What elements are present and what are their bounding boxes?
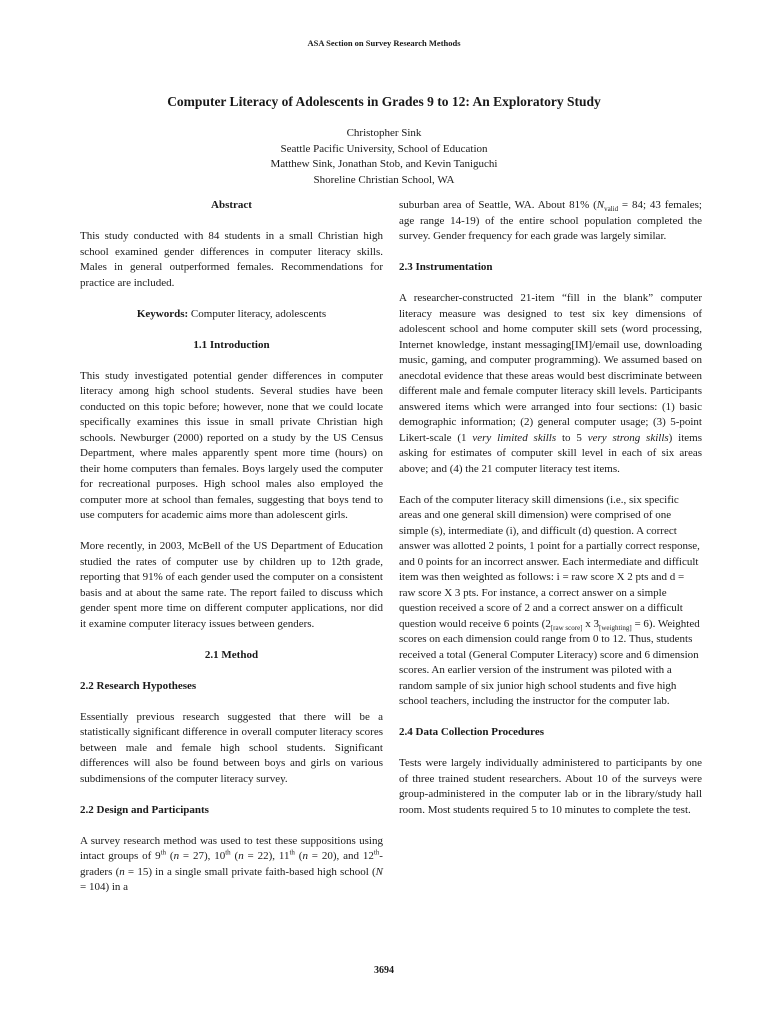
keywords-label: Keywords: xyxy=(136,307,189,320)
instrumentation-heading: 2.3 Instrumentation xyxy=(399,261,493,273)
author-line: Matthew Sink, Jonathan Stob, and Kevin Taniguchi xyxy=(270,158,498,170)
page-number: 3694 xyxy=(374,965,394,976)
keywords-text: Computer literacy, adolescents xyxy=(188,307,327,320)
hypotheses-heading: 2.2 Research Hypotheses xyxy=(80,679,197,692)
data-collection-heading: 2.4 Data Collection Procedures xyxy=(399,726,545,738)
affiliation-line: Shoreline Christian School, WA xyxy=(313,173,455,186)
participants-paragraph: suburban area of Seattle, WA. About 81% ($N_{valid} = 84$; 43 females; age range 14-19) of the entire school population completed the survey. Gender frequency for each grade was largely similar. xyxy=(399,199,702,242)
abstract-text: This study conducted with 84 students in a small Christian high school examined gender differences in computer literacy skills. Males in general outperformed females. Recommendations for practice are included. xyxy=(80,230,383,289)
right-column xyxy=(399,198,702,834)
dimensions-paragraph: Each of the computer literacy skill dimensions (i.e., six specific areas and one general skill dimension) were comprised of one simple (s), intermediate (i), and difficult (d) question. A correct answer was allotted 2 points, 1 point for a partially correct response, and 0 points for an incorrect answer. Each intermediate and difficult item was then weighted as follows: i = raw score X 2 pts and d = raw score X 3 pts. For instance, a correct answer on a simple question received a score of 2 and a correct answer on a difficult question would receive 6 points ($2_{[raw score]}$ x $3_{[weighting]} = 6$). Weighted scores on each dimension could range from 0 to 12. Thus, students received a total (General Computer Literacy) score and 6 dimension scores. An earlier version of the instrument was piloted with a random sample of six junior high school students and five high school teachers, including the instructor for the computer lab. xyxy=(399,493,700,707)
author-block xyxy=(0,126,768,188)
abstract-heading: Abstract xyxy=(211,199,252,211)
design-paragraph: A survey research method was used to test these suppositions using intact groups of 9th (n = 27), 10th (n = 22), 11th (n = 20), and 12th-graders (n = 15) in a single small private faith-based high school (N = 104) in a xyxy=(80,834,383,893)
author-line: Christopher Sink xyxy=(346,127,422,139)
method-heading: 2.1 Method xyxy=(204,648,259,661)
design-heading: 2.2 Design and Participants xyxy=(80,803,209,816)
instrumentation-paragraph: A researcher-constructed 21-item “fill in the blank” computer literacy measure was designed to test six key dimensions of adolescent school and home computer skill sets (word processing, Internet knowledge, instant messaging[IM]/email use, downloading music, gaming, and computer programming). We assumed based on anecdotal evidence that these areas would best discriminate between different male and female computer literacy skill levels. Participants answered items which were arranged into four sections: (1) basic demographic information; (2) general computer usage; (3) 5-point Likert-scale (1 very limited skills to 5 very strong skills) items asking for estimates of computer skill level in each of six areas above; and (4) the 21 computer literacy test items. xyxy=(399,292,703,475)
left-column xyxy=(80,198,383,911)
running-head: ASA Section on Survey Research Methods xyxy=(307,38,461,48)
hypotheses-paragraph: Essentially previous research suggested that there will be a statistically significant difference in overall computer literacy scores between male and female high school students. Significant differences will also be found between boys and girls on various subdimensions of the computer literacy survey. xyxy=(80,710,383,785)
intro-paragraph: More recently, in 2003, McBell of the US Department of Education studied the rates of computer use by children up to 12th grade, reporting that 91% of each gender used the computer on a consistent basis and at about the same rate. The report failed to discuss which gender spent more time on different computer applications, nor did it examine computer literacy issues between genders. xyxy=(80,540,383,630)
data-collection-paragraph: Tests were largely individually administered to participants by one of three trained student researchers. About 10 of the surveys were group-administered in the computer lab or in the library/study hall room. Most students required 5 to 10 minutes to complete the test. xyxy=(399,757,702,816)
affiliation-line: Seattle Pacific University, School of Education xyxy=(280,142,488,155)
intro-paragraph: This study investigated potential gender differences in computer literacy among high school students. Several studies have been conducted on this topic before; however, none that we could locate specifically examines this issue in small private Christian high schools. Newburger (2000) reported on a study by the US Census Department, where males apparently spent more time (hours) on their home computers than females. Boys largely used the computer for recreational purposes. High school males also employed the computer more at school than females, suggesting that boys tend to use computers for academic aims more than adolescent girls. xyxy=(80,369,383,521)
keywords xyxy=(80,307,383,323)
paper-title: Computer Literacy of Adolescents in Grades 9 to 12: An Exploratory Study xyxy=(167,94,601,109)
intro-heading: 1.1 Introduction xyxy=(193,338,270,351)
